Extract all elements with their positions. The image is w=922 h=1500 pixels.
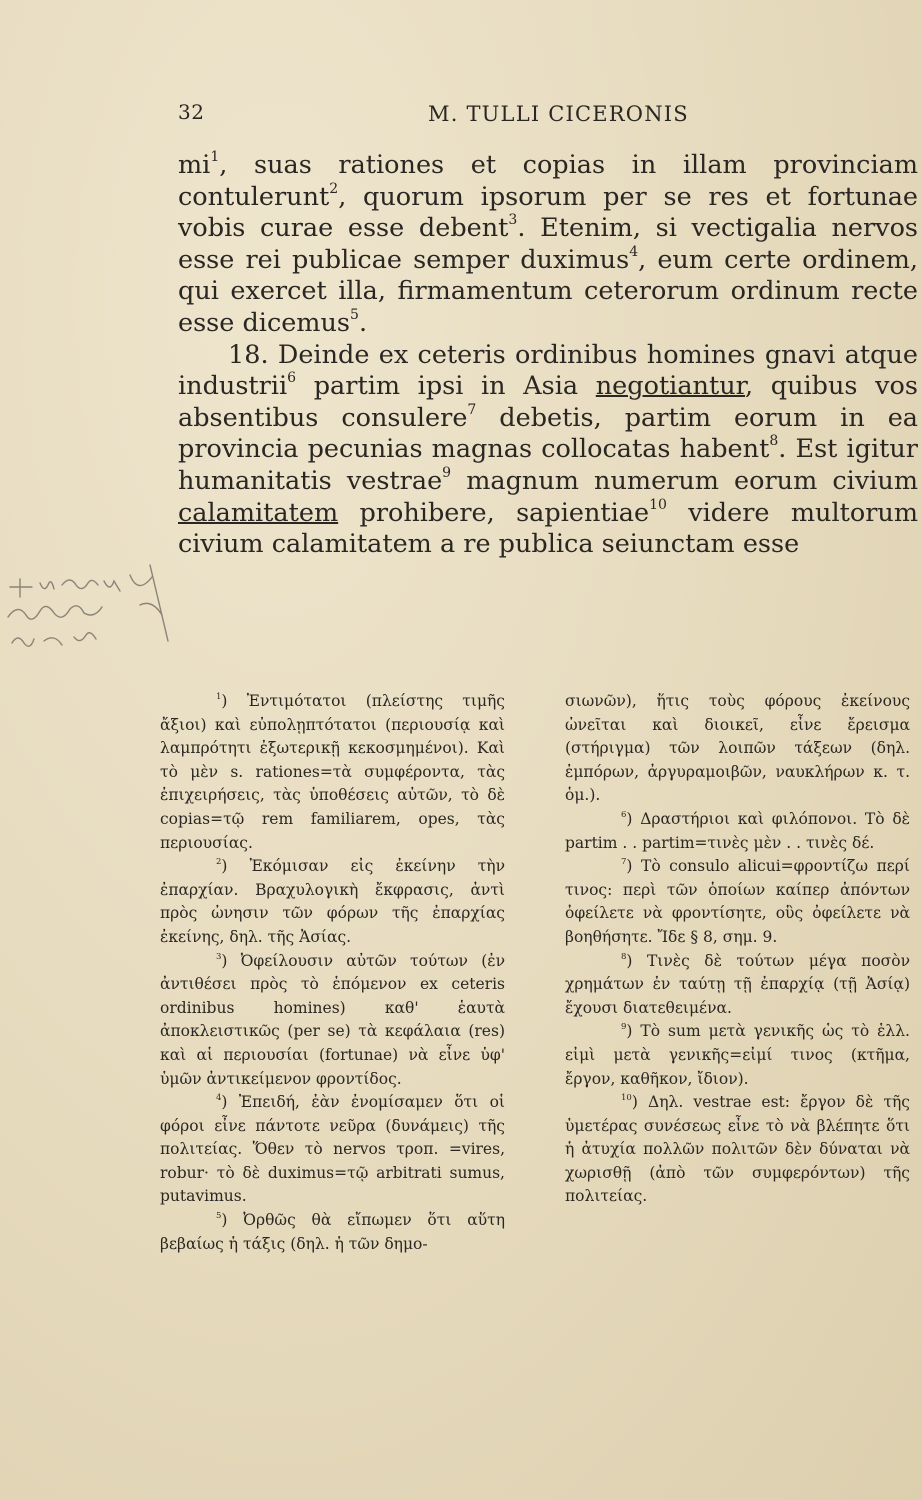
footnote-text: Δηλ. vestrae est: ἔργον δὲ τῆς ὑμετέρας συνέσεως εἶνε τὸ νὰ βλέπητε ὅτι ἡ ἀτυχία πολλῶν πολιτῶν δὲν δύναται νὰ χωρισθῇ (ἀπὸ τῶν συμφερόντων) τῆς πολιτείας. <box>565 1093 910 1206</box>
footnote: $^2$) Ἐκόμισαν εἰς ἐκείνην τὴν ἐπαρχίαν. Βραχυλογικὴ ἔκφρασις, ἀντὶ πρὸς ὠνησιν τῶν φόρων τῆς ἐπαρχίας ἐκείνης, δηλ. τῆς Ἀσίας. <box>160 856 505 946</box>
footnote-text: Ἐπειδή, ἐὰν ἐνομίσαμεν ὅτι οἱ φόροι εἶνε πάντοτε νεῦρα (δυνάμεις) τῆς πολιτείας. Ὅθεν τὸ nervos τροπ. =vires, robur· τὸ δὲ duximus=τῷ arbitrati sumus, putavimus. <box>160 1093 505 1206</box>
footnote-mark: 5 <box>216 1210 222 1221</box>
text-run: mi <box>178 150 211 180</box>
footnote-mark: 6 <box>621 809 627 820</box>
footnote-mark: 2 <box>216 856 222 867</box>
footnote-ref[interactable]: 9 <box>442 465 452 482</box>
footnote: $^6$) Δραστήριοι καὶ φιλόπονοι. Τὸ δὲ partim . . partim=τινὲς μὲν . . τινὲς δέ. <box>565 809 910 852</box>
pencil-marginalia <box>0 545 175 665</box>
footnote-text: Τὸ consulo alicui=φροντίζω περί τινος: περὶ τῶν ὁποίων καίπερ ἀπόντων ὀφείλετε νὰ φροντίσητε, οὓς ὀφείλετε νὰ βοηθήσητε. Ἴδε § 8, σημ. 9. <box>565 857 910 946</box>
footnotes-left-column <box>160 690 505 1256</box>
footnote-mark: 10 <box>621 1092 632 1103</box>
footnote-text: Ὀφείλουσιν αὐτῶν τούτων (ἐν ἀντιθέσει πρὸς τὸ ἑπόμενον ex ceteris ordinibus homines) καθ' ἑαυτὰ ἀποκλειστικῶς (per se) τὰ κεφάλαια (res) καὶ αἱ περιουσίαι (fortunae) νὰ εἶνε ὑφ' ὑμῶν ἀντικείμενον φροντίδος. <box>160 951 505 1088</box>
footnote-continuation <box>565 690 910 808</box>
footnotes-right-column <box>565 690 910 1209</box>
text-run: . <box>358 307 368 338</box>
page-number: 32 <box>178 100 205 124</box>
footnote-ref[interactable]: 8 <box>769 433 779 450</box>
footnote: $^5$) Ὀρθῶς θὰ εἴπωμεν ὅτι αὕτη βεβαίως ἡ τάξις (δηλ. ἡ τῶν δημο- <box>160 1210 505 1253</box>
text-run: debetis, partim eorum in ea provincia pecunias magnas collocatas habent <box>178 402 918 465</box>
footnote-text: Ὀρθῶς θὰ εἴπωμεν ὅτι αὕτη βεβαίως ἡ τάξις (δηλ. ἡ τῶν δημο- <box>160 1211 505 1253</box>
text-run: prohibere, sapientiae <box>338 497 650 528</box>
footnote-mark: 7 <box>621 856 627 867</box>
footnote-ref[interactable]: 2 <box>329 180 339 197</box>
footnote: $^{10}$) Δηλ. vestrae est: ἔργον δὲ τῆς ὑμετέρας συνέσεως εἶνε τὸ νὰ βλέπητε ὅτι ἡ ἀτυχία πολλῶν πολιτῶν δὲν δύναται νὰ χωρισθῇ (ἀπὸ τῶν συμφερόντων) τῆς πολιτείας. <box>565 1092 910 1206</box>
footnote-text: σιωνῶν), ἥτις τοὺς φόρους ἐκείνους ὠνεῖται καὶ διοικεῖ, εἶνε ἔρεισμα (στήριγμα) τῶν λοιπῶν τάξεων (δηλ. ἐμπόρων, ἀργυραμοιβῶν, ναυκλήρων κ. τ. ὁμ.). <box>565 692 910 805</box>
text-run: 18. Deinde ex ceteris ordinibus homines gnavi atque industrii <box>178 339 918 402</box>
footnote-ref[interactable]: 6 <box>287 370 297 387</box>
footnote-ref[interactable]: 5 <box>350 307 359 324</box>
footnote: $^1$) Ἐντιμότατοι (πλείστης τιμῆς ἄξιοι) καὶ εὐπολῃπτότατοι (περιουσίᾳ καὶ λαμπρότητι ἐξωτερικῇ κεκοσμημένοι). Καὶ τὸ μὲν s. rationes=τὰ συμφέροντα, τὰς ἐπιχειρήσεις, τὰς ὑποθέσεις αὐτῶν, τὸ δὲ copias=τῷ rem familiarem, opes, τὰς περιουσίας. <box>160 691 505 852</box>
footnote: $^3$) Ὀφείλουσιν αὐτῶν τούτων (ἐν ἀντιθέσει πρὸς τὸ ἑπόμενον ex ceteris ordinibus homines) καθ' ἑαυτὰ ἀποκλειστικῶς (per se) τὰ κεφάλαια (res) καὶ αἱ περιουσίαι (fortunae) νὰ εἶνε ὑφ' ὑμῶν ἀντικείμενον φροντίδος. <box>160 951 505 1088</box>
footnote-ref[interactable]: 10 <box>649 496 667 513</box>
text-run: , quorum ipsorum per se res et fortunae vobis curae esse debent <box>178 181 918 244</box>
underlined-word: negotiantur <box>595 371 746 402</box>
footnote: $^4$) Ἐπειδή, ἐὰν ἐνομίσαμεν ὅτι οἱ φόροι εἶνε πάντοτε νεῦρα (δυνάμεις) τῆς πολιτείας. Ὅθεν τὸ nervos τροπ. =vires, robur· τὸ δὲ duximus=τῷ arbitrati sumus, putavimus. <box>160 1092 505 1206</box>
paragraph-1 <box>178 150 918 340</box>
footnote-mark: 4 <box>216 1092 222 1103</box>
text-run: videre multorum civium calamitatem a re publica seiunctam esse <box>178 497 918 560</box>
footnote-text: Δραστήριοι καὶ φιλόπονοι. Τὸ δὲ partim . . partim=τινὲς μὲν . . τινὲς δέ. <box>565 809 910 852</box>
footnote: $^8$) Τινὲς δὲ τούτων μέγα ποσὸν χρημάτων ἐν ταύτῃ τῇ ἐπαρχίᾳ (τῇ Ἀσίᾳ) ἔχουσι διατεθειμένα. <box>565 951 910 1017</box>
footnote-text: Ἐκόμισαν εἰς ἐκείνην τὴν ἐπαρχίαν. Βραχυλογικὴ ἔκφρασις, ἀντὶ πρὸς ὠνησιν τῶν φόρων τῆς ἐπαρχίας ἐκείνης, δηλ. τῆς Ἀσίας. <box>160 857 505 946</box>
footnote-ref[interactable]: 4 <box>629 243 639 260</box>
footnote: $^9$) Τὸ sum μετὰ γενικῆς ὡς τὸ ἑλλ. εἰμὶ μετὰ γενικῆς=εἰμί τινος (κτῆμα, ἔργον, καθῆκον, ἴδιον). <box>565 1022 910 1088</box>
text-run: magnum numerum eorum civium <box>451 465 918 496</box>
text-run: . Etenim, si vectigalia nervos esse rei publicae semper duximus <box>178 213 919 275</box>
main-text <box>178 150 918 561</box>
footnote-ref[interactable]: 1 <box>210 149 220 166</box>
footnote-ref[interactable]: 7 <box>467 401 477 418</box>
footnote-text: Ἐντιμότατοι (πλείστης τιμῆς ἄξιοι) καὶ εὐπολῃπτότατοι (περιουσίᾳ καὶ λαμπρότητι ἐξωτερικῇ κεκοσμημένοι). Καὶ τὸ μὲν s. rationes=τὰ συμφέροντα, τὰς ἐπιχειρήσεις, τὰς ὑποθέσεις αὐτῶν, τὸ δὲ copias=τῷ rem familiarem, opes, τὰς περιουσίας. <box>160 692 505 852</box>
footnote-mark: 1 <box>216 691 222 702</box>
text-run: , eum certe ordinem, qui exercet illa, firmamentum ceterorum ordinum recte esse dicemus <box>178 244 919 338</box>
text-run: , quibus vos absentibus consulere <box>178 371 918 433</box>
footnote: $^7$) Τὸ consulo alicui=φροντίζω περί τινος: περὶ τῶν ὁποίων καίπερ ἀπόντων ὀφείλετε νὰ φροντίσητε, οὓς ὀφείλετε νὰ βοηθήσητε. Ἴδε § 8, σημ. 9. <box>565 856 910 946</box>
footnote-text: Τὸ sum μετὰ γενικῆς ὡς τὸ ἑλλ. εἰμὶ μετὰ γενικῆς=εἰμί τινος (κτῆμα, ἔργον, καθῆκον, ἴδιον). <box>565 1022 910 1088</box>
footnote-mark: 8 <box>621 951 627 962</box>
footnote-ref[interactable]: 3 <box>508 212 518 229</box>
underlined-word: calamitatem <box>178 497 339 528</box>
running-title: M. TULLI CICERONIS <box>428 102 689 126</box>
footnote-text: Τινὲς δὲ τούτων μέγα ποσὸν χρημάτων ἐν ταύτῃ τῇ ἐπαρχίᾳ (τῇ Ἀσίᾳ) ἔχουσι διατεθειμένα. <box>565 951 910 1017</box>
text-run: , suas rationes et copias in illam provinciam contulerunt <box>178 150 918 212</box>
footnote-mark: 9 <box>621 1022 627 1033</box>
text-run: partim ipsi in Asia <box>296 371 596 402</box>
text-run: . Est igitur humanitatis vestrae <box>178 434 918 496</box>
paragraph-2 <box>178 340 918 561</box>
footnote-mark: 3 <box>216 951 222 962</box>
